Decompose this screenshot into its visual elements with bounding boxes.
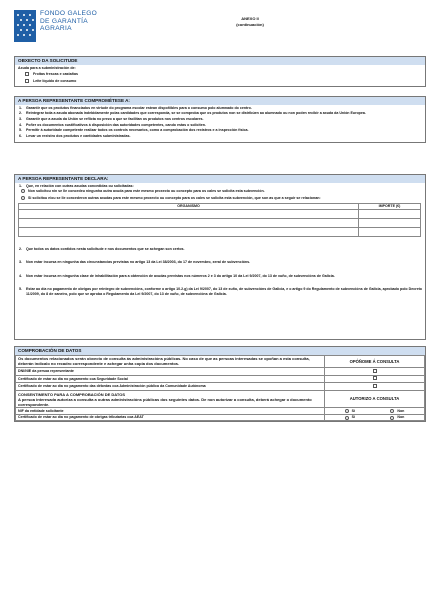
annex-title: ANEXO II (continuación) (236, 16, 264, 27)
authorize-nif-yes[interactable]: Si (345, 409, 355, 413)
authorize-aeat-no[interactable]: Non (390, 415, 404, 419)
table-row: Certificado de estar ao día no pagamento coa Seguridade Social (16, 375, 425, 383)
section-title: OBXECTO DA SOLICITUDE (15, 57, 425, 65)
section-comprobacion (14, 346, 426, 422)
oppose-checkbox-ss[interactable] (373, 376, 377, 380)
list-item: 5. Permitir á autoridade competente realizar todos os controis necesarios, como a comprobación dos rexistros e a inspección física. (19, 128, 249, 133)
list-item: 6. Levar un rexistro dos produtos e cantidades subministradas. (19, 134, 131, 139)
list-item: 1. Que, en relación con outras axudas concedidas ou solicitadas: (19, 183, 134, 188)
section-declara (14, 174, 426, 340)
importe-input[interactable] (359, 227, 421, 236)
table-row (19, 218, 421, 227)
comprobacion-table (15, 355, 425, 422)
authorize-label: AUTORIZO A CONSULTA (325, 390, 425, 407)
section-title: A PERSOA REPRESENTANTE DECLARA: (15, 175, 425, 183)
section-title: COMPROBACIÓN DE DATOS (15, 347, 425, 355)
page-header (14, 10, 426, 46)
organismo-input[interactable] (19, 227, 359, 236)
table-row (19, 209, 421, 218)
logo-text: FONDO GALEGO DE GARANTÍA AGRARIA (40, 10, 98, 33)
list-item: 2. Que todos os datos contidos nesta solicitude e nos documentos que se achegan son certos. (19, 246, 185, 251)
radio-button[interactable] (390, 416, 394, 420)
option-leite[interactable]: Leite líquido de consumo (15, 78, 425, 86)
authorize-aeat-yes[interactable]: Si (345, 415, 355, 419)
fogga-logo (14, 10, 97, 42)
checkbox[interactable] (25, 79, 29, 83)
checkbox[interactable] (25, 72, 29, 76)
importe-input[interactable] (359, 218, 421, 227)
list-item: 4. Non estar incursa en ningunha clase de inhabilitación para a obtención de axudas previstas nos números 2 e 3 do artigo 10 da Lei 9/2007, do 13 de xuño, de subvencións de Galicia. (19, 273, 335, 278)
table-row: NIF da entidade solicitante Si Non (16, 408, 425, 415)
radio-button[interactable] (390, 409, 394, 413)
list-item: 1. Garantir que os produtos financiados en virtude do programa escolar estean dispoñibles para o consumo polo alumnado do centro. (19, 105, 252, 110)
aid-table (18, 203, 421, 236)
list-item: 5. Estar ao día no pagamento de obrigas por reintegro de subvencións, conforme o artigo 10.2.g) da Lei 9/2007, do 13 de xuño, de subvencións de Galicia, e o artigo 9 do Regulamento de subvencións de Galicia, aprobado polo Decreto 11/2009, do 8 de xaneiro, polo que se aproba o Regulamento da Lei 9/2007, do 13 de xuño, de subvencións de Galicia. (19, 287, 423, 296)
list-item: 3. Non estar incursa en ningunha das circunstancias previstas no artigo 13 da Lei 38/2003, do 17 de novembro, xeral de subvencións. (19, 260, 251, 265)
radio-other-aid[interactable]: Si solicitou e/ou se lle concederon outras axudas para este mesmo proxecto ou concepto para os cales se solicita esta subvención, que son as que a seguir se relacionan: (15, 195, 425, 202)
section-title: A PERSOA REPRESENTANTE COMPROMÉTESE A: (15, 97, 425, 105)
radio-button[interactable] (21, 196, 25, 200)
section-obxecto (14, 56, 426, 87)
list-item: 2. Reintegrar toda a axuda abonada indebidamente polas cantidades que corresponda, se se comproba que os produtos non se distribúen ao alumnado ou non poden recibir a axuda da Unión Europea. (19, 111, 366, 116)
consent-title: CONSENTIMENTO PARA A COMPROBACIÓN DE DATOS (18, 391, 126, 397)
table-row: DNI/NIE da persoa representante (16, 367, 425, 375)
column-header-organismo: ORGANISMO (19, 204, 359, 209)
oppose-checkbox-dni[interactable] (373, 369, 377, 373)
column-header-importe: IMPORTE (€) (359, 204, 421, 209)
organismo-input[interactable] (19, 218, 359, 227)
authorize-nif-no[interactable]: Non (390, 409, 404, 413)
radio-button[interactable] (21, 189, 25, 193)
oppose-label: OPÓÑOME Á CONSULTA (325, 355, 425, 367)
radio-no-other-aid[interactable]: Non solicitou nin se lle concedeu ningunha outra axuda para este mesmo proxecto ou concepto para os cales se solicita esta subvención. (15, 188, 425, 194)
radio-button[interactable] (345, 409, 349, 413)
list-item: 4. Poñer os documentos xustificativos á disposición das autoridades competentes, cando estas o soliciten. (19, 122, 206, 127)
section-subtitle: Axuda para a subministración de: (18, 65, 76, 70)
xunta-emblem-icon (14, 10, 36, 42)
consent-text: A persoa interesada autoriza a consulta a outras administracións públicas dos seguintes datos. De non autorizar a consulta, deberá achegar o documento correspondente. (18, 396, 312, 407)
table-row: Certificado de estar ao día no pagamento das débedas coa Administración pública da Comunidade Autónoma (16, 383, 425, 391)
table-row: Certificado de estar ao día no pagamento de obrigas tributarias coa AEAT Si Non (16, 414, 425, 421)
organismo-input[interactable] (19, 209, 359, 218)
option-froitas[interactable]: Froitas frescas e castañas (15, 71, 425, 77)
table-row (19, 227, 421, 236)
section-compromete (14, 96, 426, 143)
radio-button[interactable] (345, 416, 349, 420)
oppose-checkbox-ca[interactable] (373, 384, 377, 388)
importe-input[interactable] (359, 209, 421, 218)
comprobacion-intro: Os documentos relacionados serán obxecto de consulta ás administracións públicas. No caso de que as persoas interesadas se opoñan a esta consulta, deberán indicalo no recadro correspondente e achegar unha copia dos documentos. (16, 355, 325, 367)
compromise-list (15, 105, 425, 142)
list-item: 3. Garantir que a axuda da Unión se reflicta no prezo a que se facilitan os produtos nos centros escolares. (19, 117, 204, 122)
